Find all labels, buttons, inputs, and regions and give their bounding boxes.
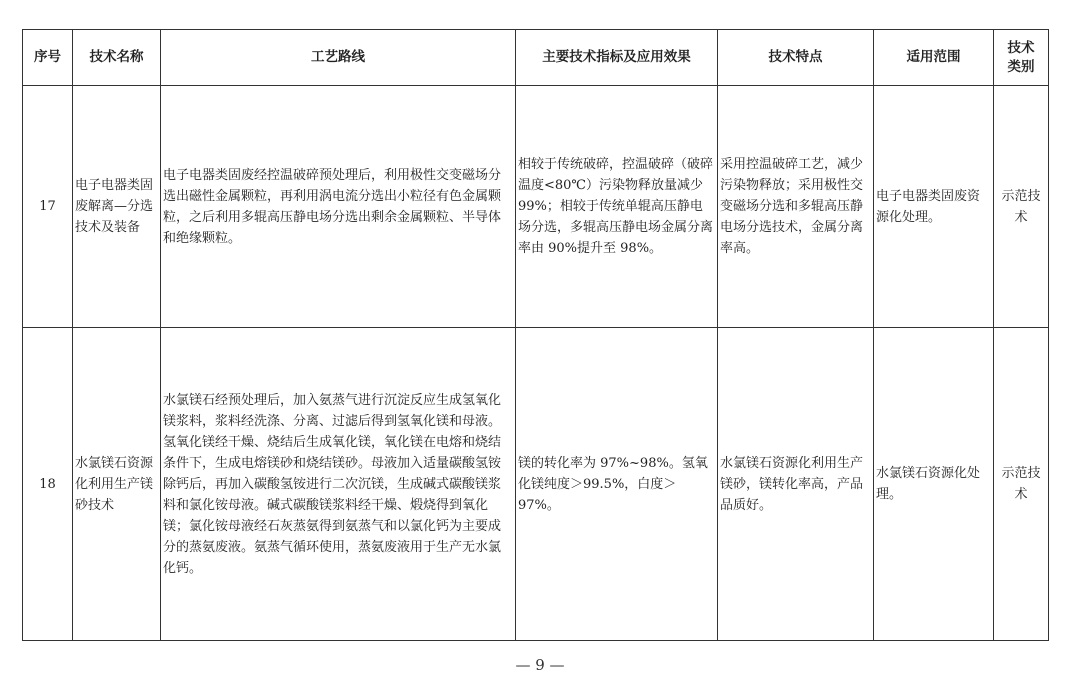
row-serial-number: 17 (23, 86, 73, 328)
table-header-row (23, 30, 1049, 86)
row-technology-name: 水氯镁石资源化利用生产镁砂技术 (73, 328, 161, 641)
row-indicators: 镁的转化率为 97%~98%。氢氧化镁纯度＞99.5%，白度＞97%。 (516, 328, 718, 641)
row-technology-name: 电子电器类固废解离—分选技术及装备 (73, 86, 161, 328)
row-features: 采用控温破碎工艺，减少污染物释放；采用极性交变磁场分选和多辊高压静电场分选技术，金属分离率高。 (718, 86, 874, 328)
header-technology-name: 技术名称 (73, 30, 161, 86)
header-scope: 适用范围 (874, 30, 994, 86)
row-process-route: 水氯镁石经预处理后，加入氨蒸气进行沉淀反应生成氢氧化镁浆料，浆料经洗涤、分离、过滤后得到氢氧化镁和母液。氢氧化镁经干燥、烧结后生成氧化镁，氧化镁在电熔和烧结条件下，生成电熔镁砂和烧结镁砂。母液加入适量碳酸氢铵除钙后，再加入碳酸氢铵进行二次沉镁，生成碱式碳酸镁浆料和氯化铵母液。碱式碳酸镁浆料经干燥、煅烧得到氧化镁；氯化铵母液经石灰蒸氨得到氨蒸气和以氯化钙为主要成分的蒸氨废液。氨蒸气循环使用，蒸氨废液用于生产无水氯化钙。 (161, 328, 516, 641)
table-row (23, 328, 1049, 641)
row-category: 示范技术 (994, 86, 1049, 328)
row-process-route: 电子电器类固废经控温破碎预处理后，利用极性交变磁场分选出磁性金属颗粒，再利用涡电流分选出小粒径有色金属颗粒，之后利用多辊高压静电场分选出剩余金属颗粒、半导体和绝缘颗粒。 (161, 86, 516, 328)
row-category: 示范技术 (994, 328, 1049, 641)
row-scope: 水氯镁石资源化处理。 (874, 328, 994, 641)
header-process-route: 工艺路线 (161, 30, 516, 86)
row-serial-number: 18 (23, 328, 73, 641)
row-features: 水氯镁石资源化利用生产镁砂，镁转化率高，产品品质好。 (718, 328, 874, 641)
header-features: 技术特点 (718, 30, 874, 86)
page-number: — 9 — (515, 656, 565, 674)
table-row (23, 86, 1049, 328)
technology-table (22, 29, 1049, 641)
row-scope: 电子电器类固废资源化处理。 (874, 86, 994, 328)
header-serial-number: 序号 (23, 30, 73, 86)
header-indicators: 主要技术指标及应用效果 (516, 30, 718, 86)
header-category: 技术 类别 (994, 30, 1049, 86)
row-indicators: 相较于传统破碎，控温破碎（破碎温度<80℃）污染物释放量减少 99%；相较于传统单辊高压静电场分选，多辊高压静电场金属分离率由 90%提升至 98%。 (516, 86, 718, 328)
